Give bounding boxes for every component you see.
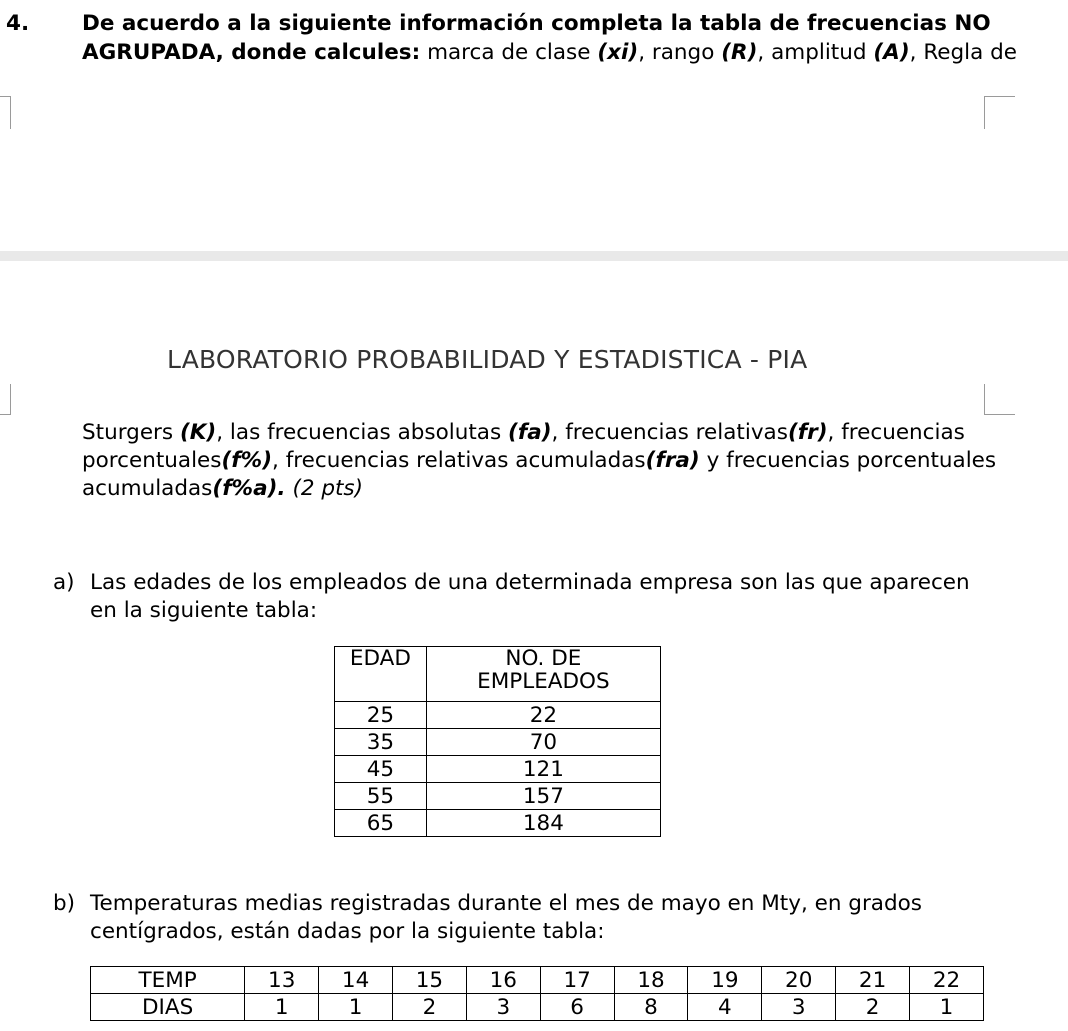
dias-cell: 1 bbox=[319, 994, 393, 1021]
temp-cell: 19 bbox=[688, 967, 762, 994]
table-row bbox=[335, 702, 661, 729]
var-f-pct-a: (f%a). bbox=[212, 476, 286, 501]
question-line-2 bbox=[82, 40, 1017, 65]
temp-cell: 15 bbox=[393, 967, 467, 994]
section-a-line-2: en la siguiente tabla: bbox=[90, 598, 318, 623]
dias-cell: 6 bbox=[540, 994, 614, 1021]
text-marca-de-clase: marca de clase bbox=[427, 40, 591, 65]
table-row bbox=[335, 729, 661, 756]
table-row bbox=[335, 756, 661, 783]
crop-mark-bottom-right bbox=[984, 384, 1015, 415]
crop-mark-bottom-left bbox=[0, 384, 11, 415]
edad-cell: 25 bbox=[335, 702, 427, 729]
section-b-line-1: Temperaturas medias registradas durante el mes de mayo en Mty, en grados bbox=[90, 891, 922, 916]
dias-cell: 4 bbox=[688, 994, 762, 1021]
table-row bbox=[335, 810, 661, 837]
points-label: (2 pts) bbox=[292, 476, 364, 501]
var-k: (K) bbox=[179, 420, 217, 445]
dias-row bbox=[91, 994, 984, 1021]
text-frecuencias: , frecuencias bbox=[827, 420, 965, 445]
crop-mark-top-right bbox=[984, 96, 1015, 129]
section-b-label: b) bbox=[53, 891, 76, 916]
continuation-line-3 bbox=[82, 476, 363, 501]
edad-cell: 35 bbox=[335, 729, 427, 756]
edad-cell: 45 bbox=[335, 756, 427, 783]
empleados-cell: 70 bbox=[426, 729, 660, 756]
dias-label-cell: DIAS bbox=[91, 994, 245, 1021]
dias-cell: 3 bbox=[762, 994, 836, 1021]
text-regla-de: , Regla de bbox=[909, 40, 1018, 65]
section-b-line-2: centígrados, están dadas por la siguiente tabla: bbox=[90, 919, 605, 944]
dias-cell: 1 bbox=[245, 994, 319, 1021]
var-fa: (fa) bbox=[508, 420, 552, 445]
var-f-pct: (f%) bbox=[221, 448, 273, 473]
temp-row bbox=[91, 967, 984, 994]
section-a-line-1: Las edades de los empleados de una determinada empresa son las que aparecen bbox=[90, 570, 970, 595]
edad-cell: 65 bbox=[335, 810, 427, 837]
header-no-empleados-line-1: NO. DE bbox=[505, 646, 582, 671]
crop-mark-top-left bbox=[0, 96, 11, 129]
text-acumuladas: acumuladas bbox=[82, 476, 213, 501]
empleados-cell: 121 bbox=[426, 756, 660, 783]
temp-cell: 20 bbox=[762, 967, 836, 994]
temp-cell: 13 bbox=[245, 967, 319, 994]
question-number: 4. bbox=[6, 11, 30, 36]
temperatures-table bbox=[90, 966, 984, 1021]
temp-cell: 21 bbox=[836, 967, 910, 994]
header-no-empleados-line-2: EMPLEADOS bbox=[477, 669, 610, 694]
question-line-2-bold: AGRUPADA, donde calcules: bbox=[82, 40, 421, 65]
empleados-cell: 157 bbox=[426, 783, 660, 810]
text-rango: , rango bbox=[638, 40, 715, 65]
text-frecuencias-absolutas: , las frecuencias absolutas bbox=[216, 420, 502, 445]
temp-cell: 16 bbox=[466, 967, 540, 994]
dias-cell: 2 bbox=[393, 994, 467, 1021]
var-a: (A) bbox=[873, 40, 910, 65]
question-line-1 bbox=[82, 11, 991, 36]
var-xi: (xi) bbox=[597, 40, 639, 65]
continuation-line-1 bbox=[82, 420, 965, 445]
ages-table-header bbox=[335, 647, 661, 702]
temp-label-cell: TEMP bbox=[91, 967, 245, 994]
edad-cell: 55 bbox=[335, 783, 427, 810]
var-fra: (fra) bbox=[645, 448, 700, 473]
continuation-line-2 bbox=[82, 448, 996, 473]
empleados-cell: 184 bbox=[426, 810, 660, 837]
dias-cell: 8 bbox=[614, 994, 688, 1021]
var-r: (R) bbox=[721, 40, 758, 65]
text-amplitud: , amplitud bbox=[757, 40, 867, 65]
dias-cell: 2 bbox=[836, 994, 910, 1021]
temp-cell: 14 bbox=[319, 967, 393, 994]
empleados-cell: 22 bbox=[426, 702, 660, 729]
header-edad: EDAD bbox=[335, 647, 427, 702]
dias-cell: 3 bbox=[466, 994, 540, 1021]
question-line-1-bold: De acuerdo a la siguiente información completa la tabla de frecuencias NO bbox=[82, 11, 991, 36]
dias-cell: 1 bbox=[910, 994, 984, 1021]
temp-cell: 22 bbox=[910, 967, 984, 994]
var-fr: (fr) bbox=[787, 420, 828, 445]
text-frecuencias-relativas: , frecuencias relativas bbox=[551, 420, 788, 445]
text-sturgers: Sturgers bbox=[82, 420, 174, 445]
text-porcentuales: porcentuales bbox=[82, 448, 222, 473]
page-break bbox=[0, 251, 1068, 261]
header-no-empleados bbox=[426, 647, 660, 702]
page-header-title: LABORATORIO PROBABILIDAD Y ESTADISTICA - PIA bbox=[167, 345, 808, 374]
temp-cell: 18 bbox=[614, 967, 688, 994]
table-row bbox=[335, 783, 661, 810]
ages-table bbox=[334, 646, 661, 837]
text-relativas-acumuladas: , frecuencias relativas acumuladas bbox=[272, 448, 646, 473]
temp-cell: 17 bbox=[540, 967, 614, 994]
section-a-label: a) bbox=[53, 570, 75, 595]
text-porcentuales-2: y frecuencias porcentuales bbox=[706, 448, 997, 473]
